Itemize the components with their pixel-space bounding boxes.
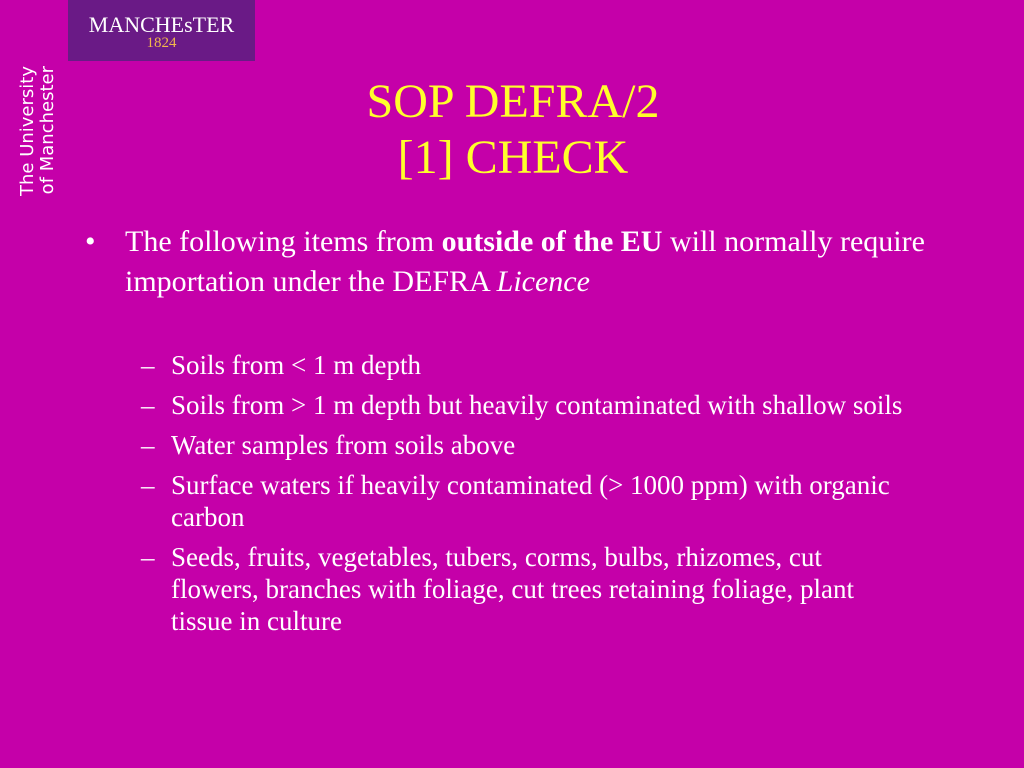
dash-marker: –	[141, 470, 155, 500]
main-text-bold: outside of the EU	[441, 225, 663, 258]
dash-marker: –	[141, 350, 155, 380]
list-item	[0, 349, 1024, 381]
bullet-marker: •	[85, 225, 96, 258]
title-line1: SOP DEFRA/2	[366, 75, 660, 128]
main-text-italic: Licence	[496, 265, 590, 298]
dash-marker: –	[141, 430, 155, 460]
sub-bullet-list	[0, 349, 1024, 645]
sub-item-text: Water samples from soils above	[171, 430, 516, 460]
sub-item-text: Soils from > 1 m depth but heavily contaminated with shallow soils	[171, 390, 903, 420]
sub-item-text: Soils from < 1 m depth	[171, 350, 421, 380]
title-line2: [1] CHECK	[397, 131, 629, 184]
main-text-after: will normally require importation under the DEFRA	[125, 225, 925, 298]
sub-item-text: Surface waters if heavily contaminated (> 1000 ppm) with organic carbon	[171, 470, 890, 532]
slide-title	[130, 74, 896, 186]
list-item	[0, 541, 1024, 637]
list-item	[0, 389, 1024, 421]
dash-marker: –	[141, 390, 155, 420]
manchester-logo	[68, 0, 255, 61]
university-side-label	[18, 66, 66, 218]
sub-item-text: Seeds, fruits, vegetables, tubers, corms, bulbs, rhizomes, cut flowers, branches with foliage, cut trees retaining foliage, plant tissue in culture	[171, 542, 855, 636]
dash-marker: –	[141, 542, 155, 572]
logo-year: 1824	[146, 35, 177, 51]
side-label-line1: The University	[17, 66, 38, 196]
list-item	[0, 469, 1024, 533]
main-text-before: The following items from	[125, 225, 442, 258]
logo-wordmark: MANCHEsTER	[88, 12, 235, 37]
list-item	[0, 429, 1024, 461]
main-bullet-text	[125, 222, 925, 302]
side-label-line2: of Manchester	[37, 66, 58, 195]
